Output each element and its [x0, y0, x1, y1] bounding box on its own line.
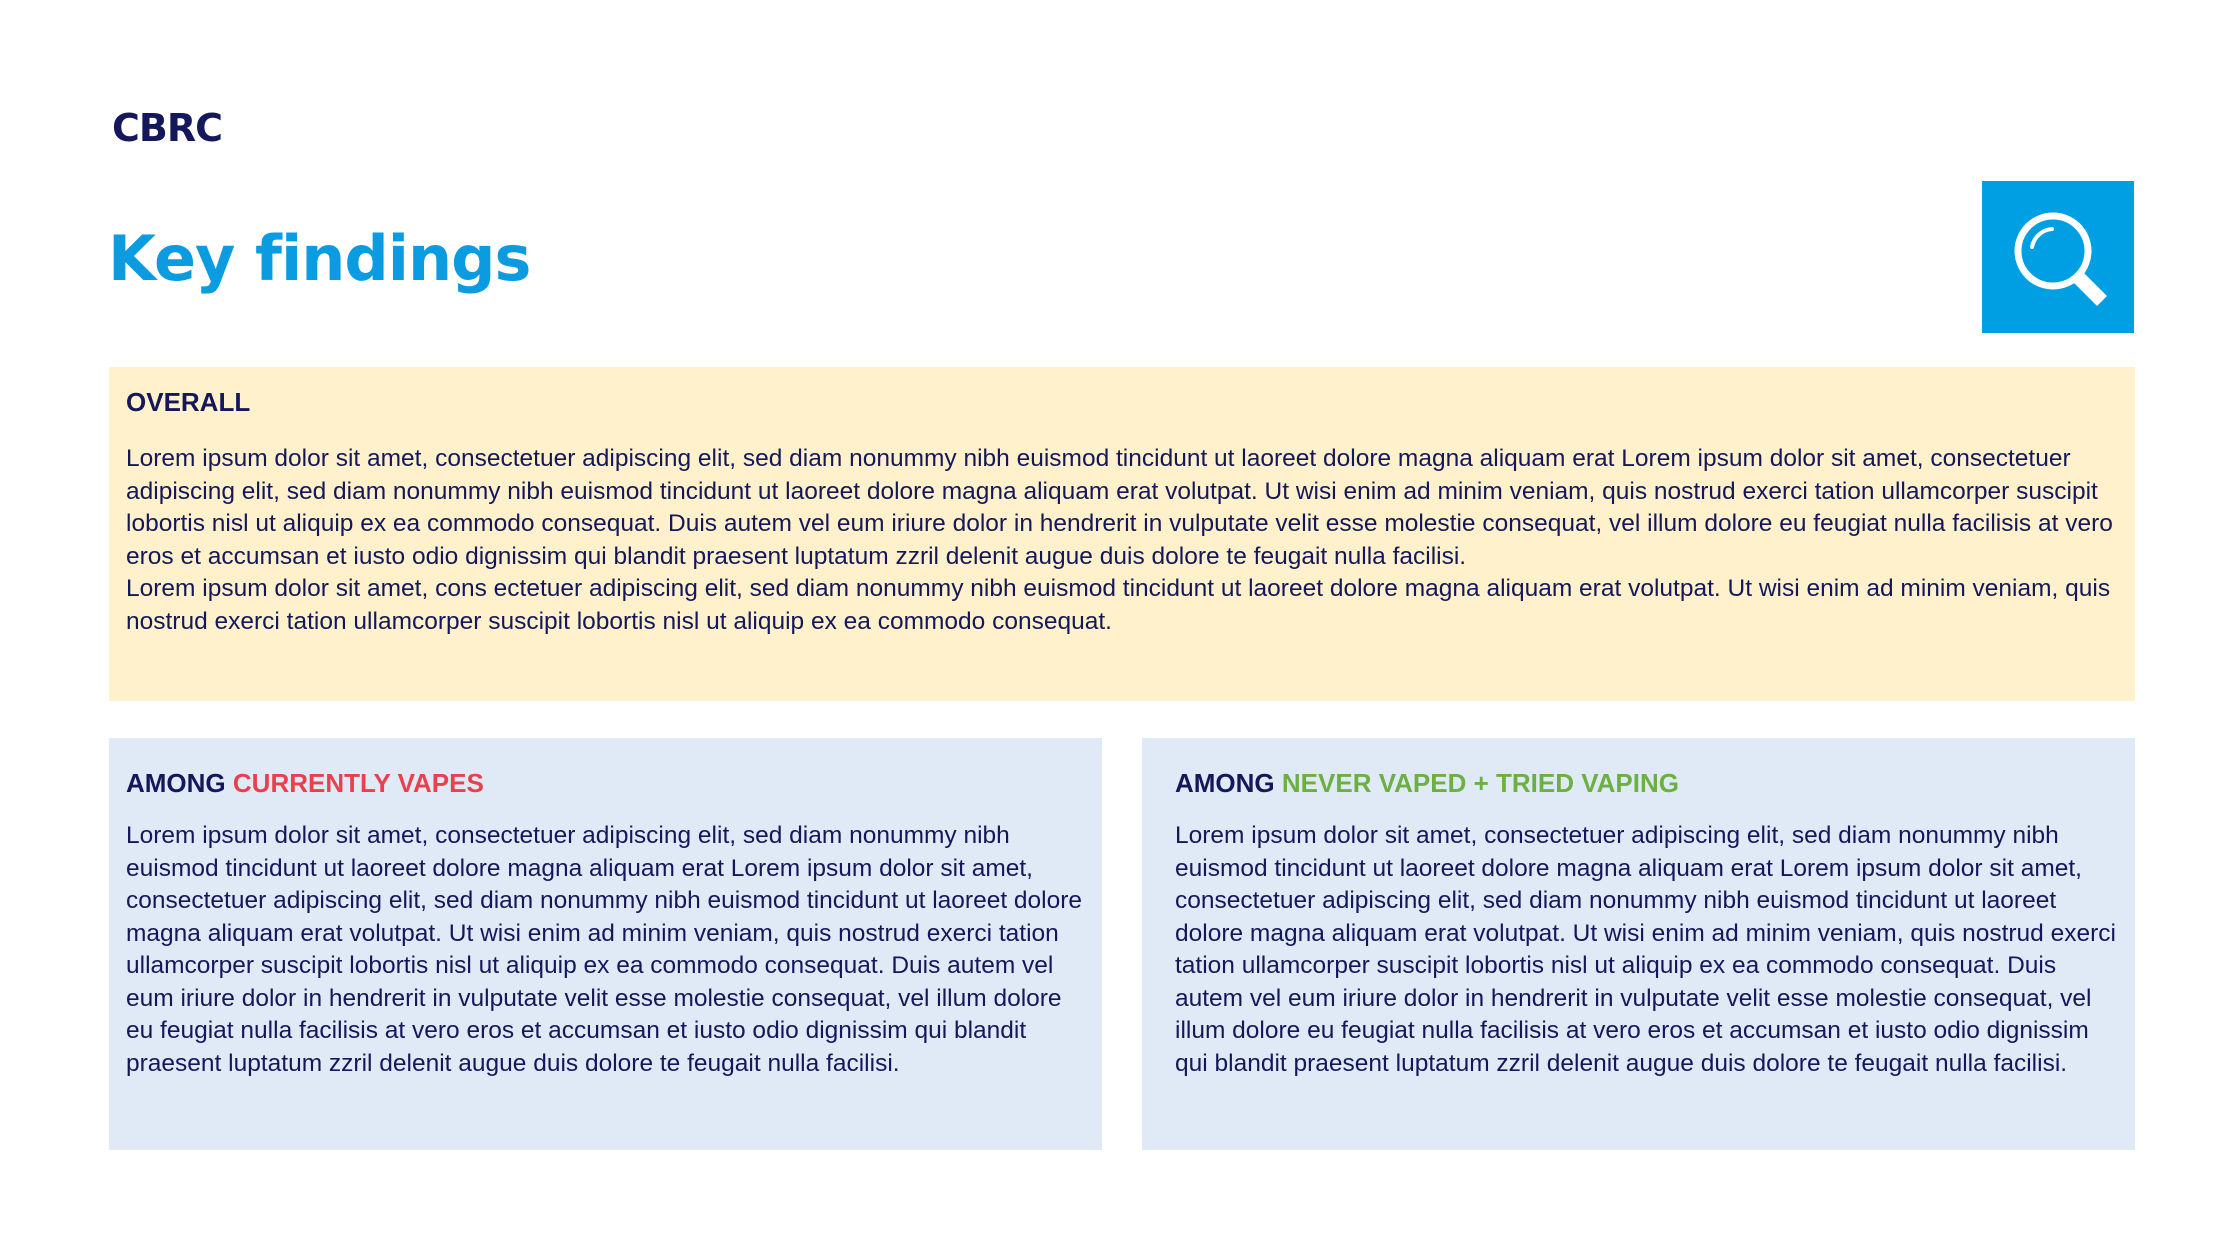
current-vapers-heading-highlight: CURRENTLY VAPES	[232, 768, 484, 798]
never-tried-heading	[1175, 766, 2119, 800]
search-tile	[1982, 181, 2134, 333]
overall-heading: OVERALL	[126, 387, 251, 417]
overall-paragraph-1: Lorem ipsum dolor sit amet, consectetuer adipiscing elit, sed diam nonummy nibh euismod tincidunt ut laoreet dolore magna aliquam erat Lorem ipsum dolor sit amet, consectetuer adipiscing elit, sed diam nonummy nibh euismod tincidunt ut laoreet dolore magna aliquam erat volutpat. Ut wisi enim ad minim veniam, quis nostrud exerci tation ullamcorper suscipit lobortis nisl ut aliquip ex ea commodo consequat. Duis autem vel eum iriure dolor in hendrerit in vulputate velit esse molestie consequat, vel illum dolore eu feugiat nulla facilisis at vero eros et accumsan et iusto odio dignissim qui blandit praesent luptatum zzril delenit augue duis dolore te feugait nulla facilisi.	[126, 445, 2113, 570]
cbrc-logo: CBRC	[112, 106, 222, 150]
current-vapers-heading-prefix: AMONG	[126, 768, 233, 798]
overall-panel	[109, 367, 2135, 701]
never-tried-heading-highlight: NEVER VAPED + TRIED VAPING	[1281, 768, 1679, 798]
current-vapers-panel	[109, 738, 1102, 1150]
overall-body	[126, 443, 2119, 638]
never-tried-panel	[1142, 738, 2135, 1150]
page-title: Key findings	[108, 222, 531, 295]
never-tried-heading-prefix: AMONG	[1175, 768, 1282, 798]
current-vapers-body: Lorem ipsum dolor sit amet, consectetuer adipiscing elit, sed diam nonummy nibh euismod tincidunt ut laoreet dolore magna aliquam erat Lorem ipsum dolor sit amet, consectetuer adipiscing elit, sed diam nonummy nibh euismod tincidunt ut laoreet dolore magna aliquam erat volutpat. Ut wisi enim ad minim veniam, quis nostrud exerci tation ullamcorper suscipit lobortis nisl ut aliquip ex ea commodo consequat. Duis autem vel eum iriure dolor in hendrerit in vulputate velit esse molestie consequat, vel illum dolore eu feugiat nulla facilisis at vero eros et accumsan et iusto odio dignissim qui blandit praesent luptatum zzril delenit augue duis dolore te feugait nulla facilisi.	[126, 822, 1083, 1077]
never-tried-body: Lorem ipsum dolor sit amet, consectetuer adipiscing elit, sed diam nonummy nibh euismod tincidunt ut laoreet dolore magna aliquam erat Lorem ipsum dolor sit amet, consectetuer adipiscing elit, sed diam nonummy nibh euismod tincidunt ut laoreet dolore magna aliquam erat volutpat. Ut wisi enim ad minim veniam, quis nostrud exerci tation ullamcorper suscipit lobortis nisl ut aliquip ex ea commodo consequat. Duis autem vel eum iriure dolor in hendrerit in vulputate velit esse molestie consequat, vel illum dolore eu feugiat nulla facilisis at vero eros et accumsan et iusto odio dignissim qui blandit praesent luptatum zzril delenit augue duis dolore te feugait nulla facilisi.	[1175, 822, 2116, 1077]
current-vapers-heading	[126, 766, 1086, 800]
overall-paragraph-2: Lorem ipsum dolor sit amet, cons ectetuer adipiscing elit, sed diam nonummy nibh euismod tincidunt ut laoreet dolore magna aliquam erat volutpat. Ut wisi enim ad minim veniam, quis nostrud exerci tation ullamcorper suscipit lobortis nisl ut aliquip ex ea commodo consequat.	[126, 575, 2111, 635]
search-icon	[1982, 181, 2134, 333]
